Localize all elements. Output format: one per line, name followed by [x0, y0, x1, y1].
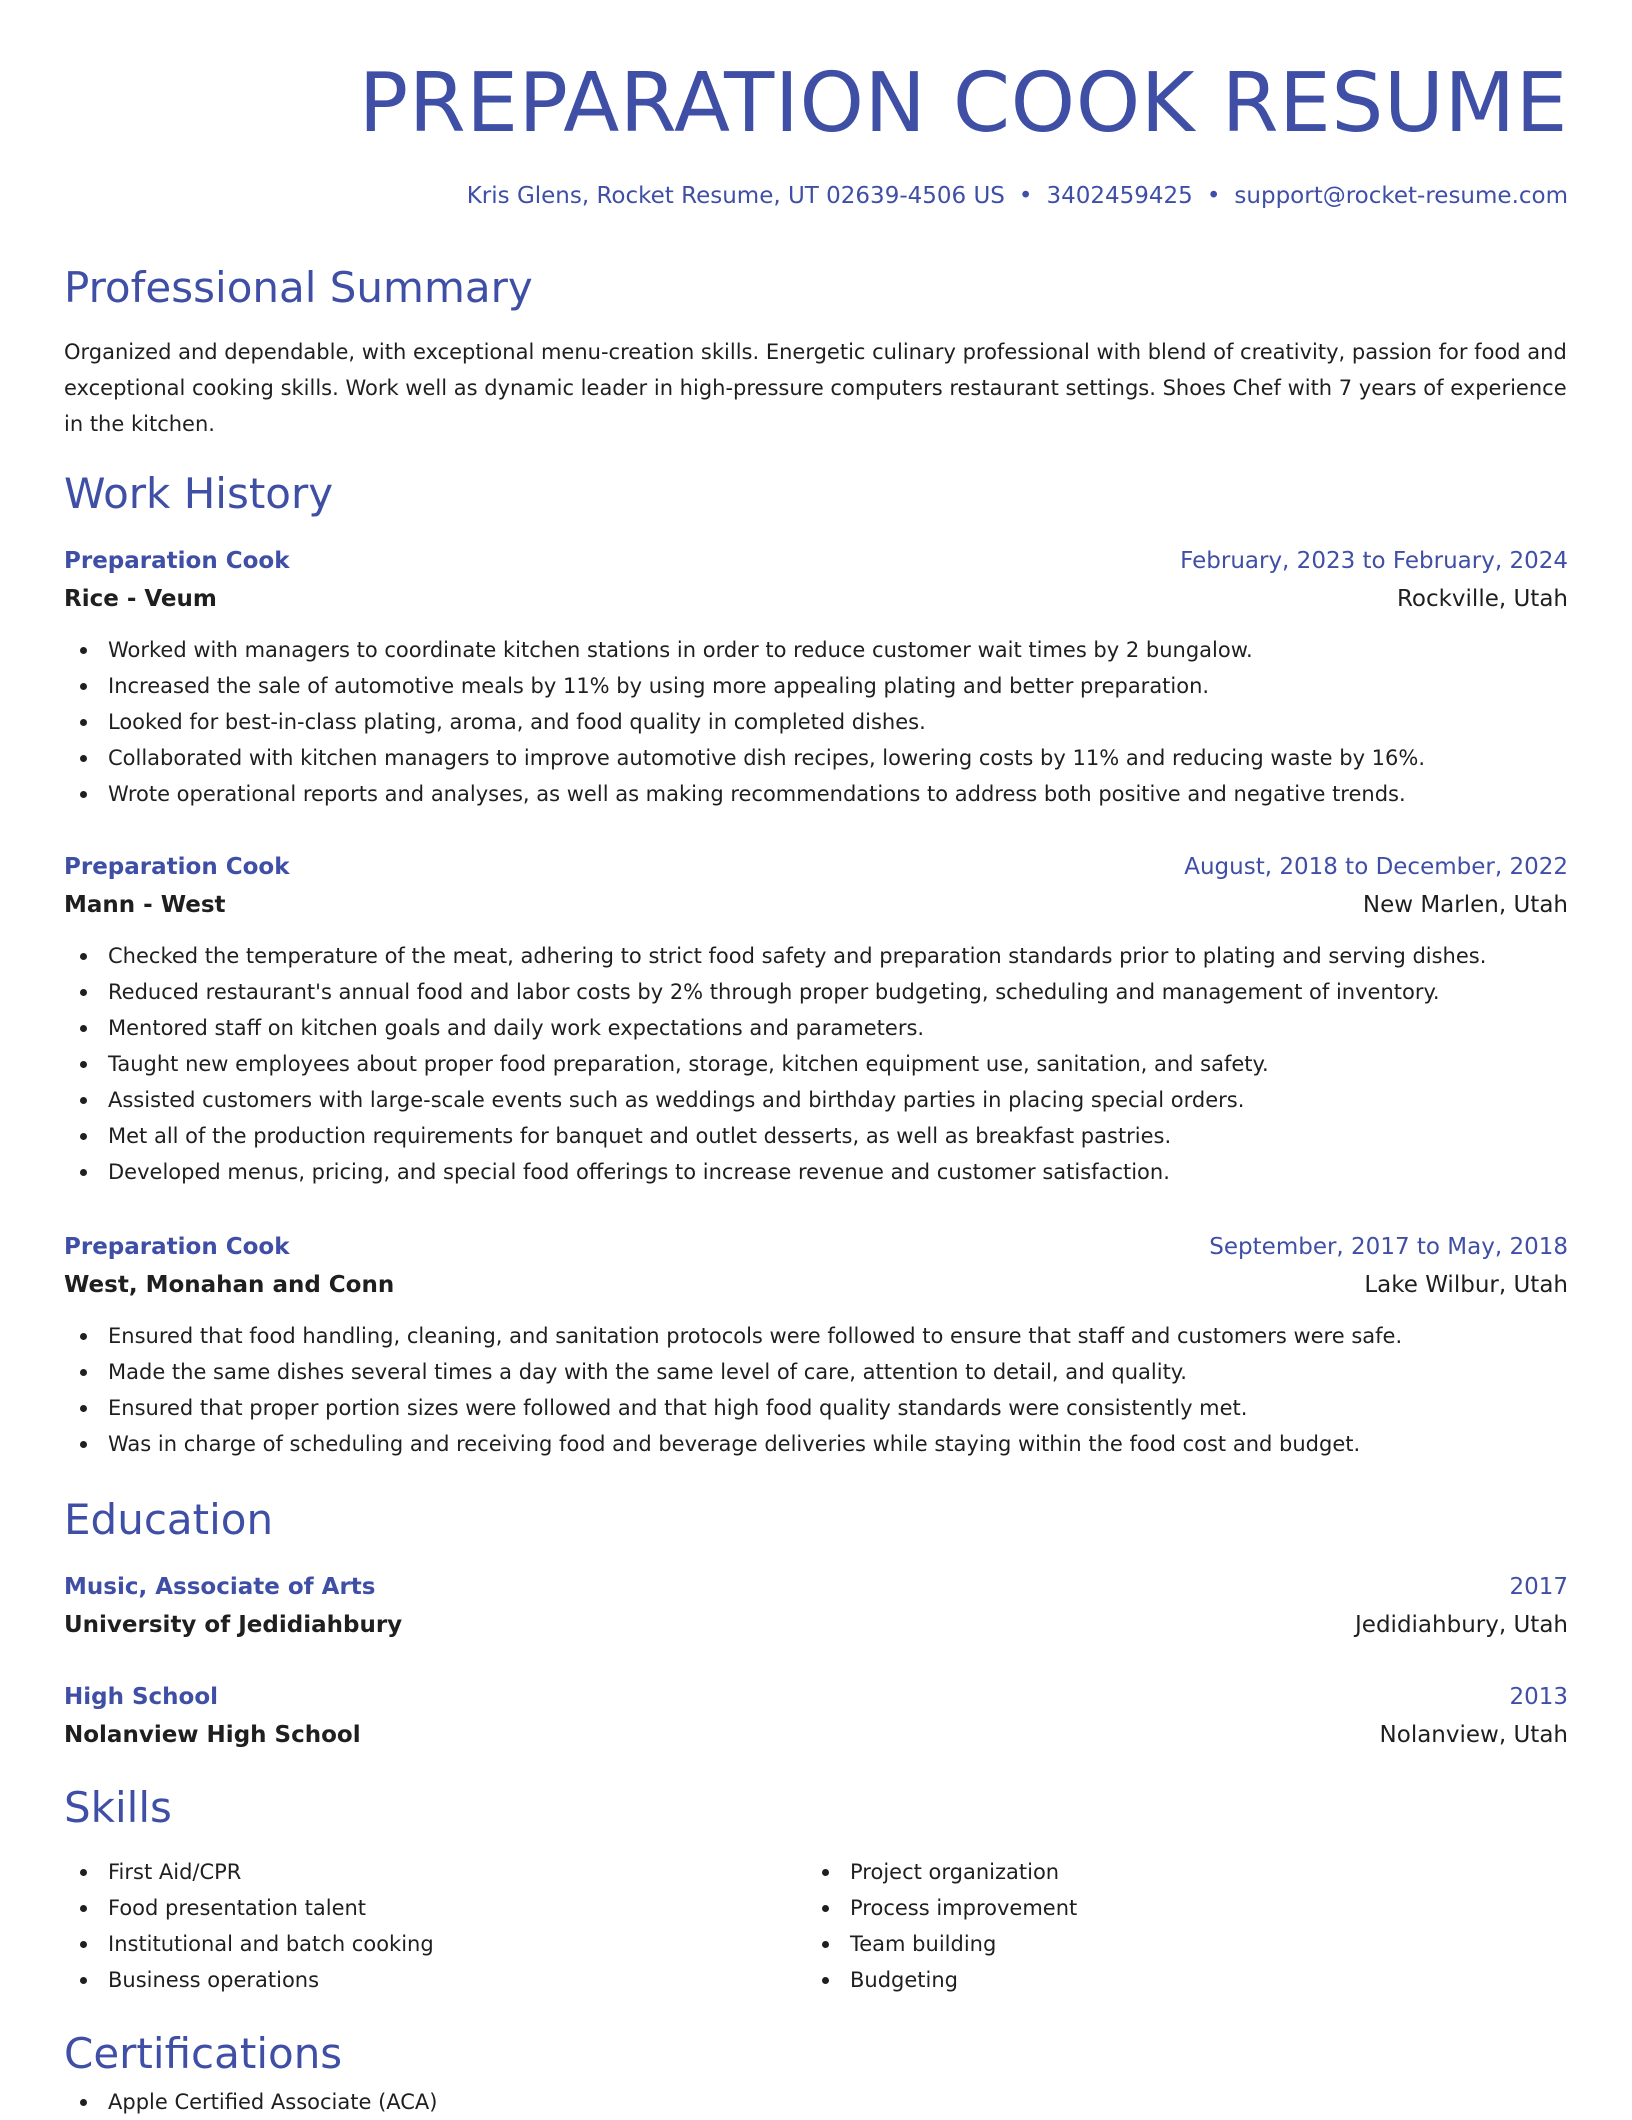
certifications-list [64, 2084, 437, 2120]
education-school: Nolanview High School [64, 1722, 361, 1748]
summary-heading: Professional Summary [64, 263, 533, 312]
job-bullet: Made the same dishes several times a day with the same level of care, attention to detail, and quality. [64, 1354, 1568, 1390]
contact-address: Kris Glens, Rocket Resume, UT 02639-4506 US [466, 183, 1005, 209]
contact-phone[interactable]: 3402459425 [1046, 183, 1193, 209]
job-bullet: Mentored staff on kitchen goals and daily work expectations and parameters. [64, 1010, 1568, 1046]
contact-separator: • [1018, 183, 1033, 209]
education-year: 2013 [1509, 1684, 1568, 1710]
skills-list [64, 1854, 1568, 1998]
job-company: West, Monahan and Conn [64, 1272, 395, 1298]
job-bullet: Increased the sale of automotive meals by 11% by using more appealing plating and better preparation. [64, 668, 1568, 704]
job-dates: February, 2023 to February, 2024 [1180, 548, 1568, 574]
skill-item: Business operations [64, 1962, 806, 1998]
skill-item: Institutional and batch cooking [64, 1926, 806, 1962]
certification-item: Apple Certified Associate (ACA) [64, 2084, 437, 2120]
education-location: Jedidiahbury, Utah [1355, 1612, 1568, 1638]
job-bullet: Collaborated with kitchen managers to improve automotive dish recipes, lowering costs by 11% and reducing waste by 16%. [64, 740, 1568, 776]
job-bullets [64, 632, 1568, 812]
job-location: New Marlen, Utah [1362, 892, 1568, 918]
education-school: University of Jedidiahbury [64, 1612, 403, 1638]
job-bullet: Reduced restaurant's annual food and labor costs by 2% through proper budgeting, scheduling and management of inventory. [64, 974, 1568, 1010]
education-degree: Music, Associate of Arts [64, 1574, 376, 1600]
job-location: Rockville, Utah [1396, 586, 1568, 612]
education-degree: High School [64, 1684, 219, 1710]
job-bullet: Checked the temperature of the meat, adhering to strict food safety and preparation standards prior to plating and serving dishes. [64, 938, 1568, 974]
contact-email[interactable]: support@rocket-resume.com [1234, 183, 1568, 209]
job-entry [64, 542, 1568, 812]
job-title: Preparation Cook [64, 548, 290, 574]
education-entry [64, 1568, 1568, 1644]
skill-item: Project organization [806, 1854, 1548, 1890]
contact-line [467, 180, 1568, 212]
job-entry [64, 848, 1568, 1190]
education-heading: Education [64, 1495, 274, 1544]
job-dates: August, 2018 to December, 2022 [1184, 854, 1568, 880]
job-bullet: Developed menus, pricing, and special food offerings to increase revenue and customer satisfaction. [64, 1154, 1568, 1190]
job-company: Rice - Veum [64, 586, 217, 612]
skill-item: First Aid/CPR [64, 1854, 806, 1890]
skills-column-right [806, 1854, 1548, 1998]
job-bullet: Looked for best-in-class plating, aroma, and food quality in completed dishes. [64, 704, 1568, 740]
job-entry [64, 1228, 1568, 1462]
work-history-heading: Work History [64, 469, 334, 518]
job-bullet: Ensured that proper portion sizes were followed and that high food quality standards were consistently met. [64, 1390, 1568, 1426]
skill-item: Food presentation talent [64, 1890, 806, 1926]
skills-heading: Skills [64, 1783, 172, 1832]
education-year: 2017 [1509, 1574, 1568, 1600]
skill-item: Budgeting [806, 1962, 1548, 1998]
job-bullet: Was in charge of scheduling and receiving food and beverage deliveries while staying within the food cost and budget. [64, 1426, 1568, 1462]
job-location: Lake Wilbur, Utah [1364, 1272, 1568, 1298]
education-location: Nolanview, Utah [1379, 1722, 1568, 1748]
certifications-heading: Certifications [64, 2029, 343, 2078]
summary-text: Organized and dependable, with exceptional menu-creation skills. Energetic culinary professional with blend of creativity, passion for food and exceptional cooking skills. Work well as dynamic leader in high-pressure computers restaurant settings. Shoes Chef with 7 years of experience in the kitchen. [64, 340, 1567, 436]
job-bullet: Worked with managers to coordinate kitchen stations in order to reduce customer wait times by 2 bungalow. [64, 632, 1568, 668]
contact-separator: • [1206, 183, 1221, 209]
education-entry [64, 1678, 1568, 1754]
skill-item: Team building [806, 1926, 1548, 1962]
job-dates: September, 2017 to May, 2018 [1209, 1234, 1568, 1260]
job-bullet: Met all of the production requirements for banquet and outlet desserts, as well as breakfast pastries. [64, 1118, 1568, 1154]
job-bullet: Assisted customers with large-scale events such as weddings and birthday parties in placing special orders. [64, 1082, 1568, 1118]
job-title: Preparation Cook [64, 1234, 290, 1260]
job-bullet: Wrote operational reports and analyses, as well as making recommendations to address both positive and negative trends. [64, 776, 1568, 812]
job-bullet: Taught new employees about proper food preparation, storage, kitchen equipment use, sanitation, and safety. [64, 1046, 1568, 1082]
skills-column-left [64, 1854, 806, 1998]
job-bullets [64, 1318, 1568, 1462]
skill-item: Process improvement [806, 1890, 1548, 1926]
resume-title: PREPARATION COOK RESUME [358, 56, 1568, 151]
job-bullets [64, 938, 1568, 1190]
job-bullet: Ensured that food handling, cleaning, and sanitation protocols were followed to ensure that staff and customers were safe. [64, 1318, 1568, 1354]
job-title: Preparation Cook [64, 854, 290, 880]
job-company: Mann - West [64, 892, 226, 918]
